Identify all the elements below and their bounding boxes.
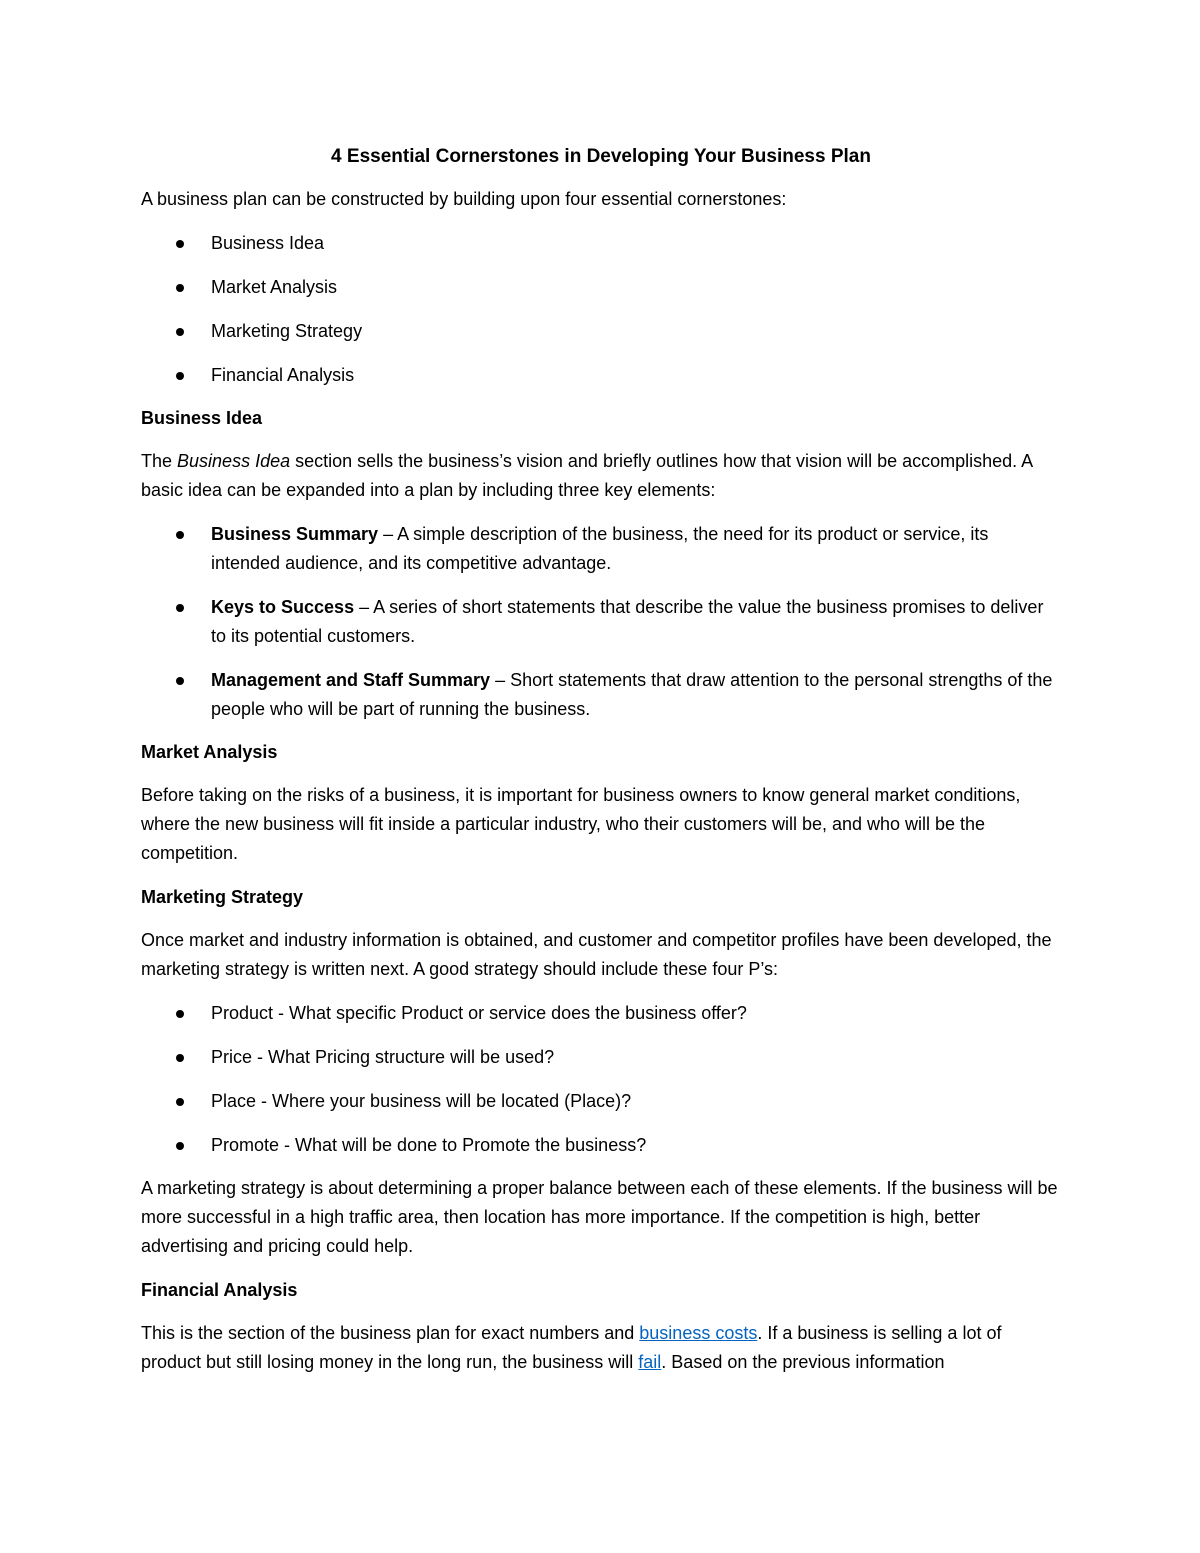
list-item: Product - What specific Product or service does the business offer? bbox=[141, 999, 1061, 1028]
bullet-icon bbox=[176, 531, 184, 539]
four-ps-list bbox=[141, 999, 1061, 1160]
list-item: Keys to Success – A series of short statements that describe the value the business promises to deliver to its potential customers. bbox=[141, 593, 1061, 651]
business-idea-paragraph: The Business Idea section sells the business’s vision and briefly outlines how that vision will be accomplished. A basic idea can be expanded into a plan by including three key elements: bbox=[141, 451, 1033, 500]
list-item: Financial Analysis bbox=[141, 361, 1061, 390]
marketing-strategy-heading: Marketing Strategy bbox=[141, 887, 304, 907]
list-item: Business Idea bbox=[141, 229, 1061, 258]
bullet-icon bbox=[176, 372, 184, 380]
document-page bbox=[141, 141, 1061, 1392]
bullet-icon bbox=[176, 677, 184, 685]
bullet-icon bbox=[176, 240, 184, 248]
financial-analysis-heading: Financial Analysis bbox=[141, 1280, 298, 1300]
business-idea-heading: Business Idea bbox=[141, 408, 263, 428]
market-analysis-heading: Market Analysis bbox=[141, 742, 278, 762]
bullet-icon bbox=[176, 1010, 184, 1018]
bullet-icon bbox=[176, 1098, 184, 1106]
cornerstones-list bbox=[141, 229, 1061, 390]
marketing-strategy-paragraph: Once market and industry information is obtained, and customer and competitor profiles have been developed, the marketing strategy is written next. A good strategy should include these four P’s: bbox=[141, 930, 1052, 979]
list-item: Marketing Strategy bbox=[141, 317, 1061, 346]
bullet-icon bbox=[176, 1054, 184, 1062]
bullet-icon bbox=[176, 604, 184, 612]
intro-paragraph: A business plan can be constructed by building upon four essential cornerstones: bbox=[141, 189, 787, 209]
business-costs-link[interactable]: business costs bbox=[639, 1323, 758, 1343]
business-idea-elements-list bbox=[141, 520, 1061, 724]
list-item: Market Analysis bbox=[141, 273, 1061, 302]
list-item: Management and Staff Summary – Short statements that draw attention to the personal strengths of the people who will be part of running the business. bbox=[141, 666, 1061, 724]
bullet-icon bbox=[176, 328, 184, 336]
bullet-icon bbox=[176, 284, 184, 292]
list-item: Business Summary – A simple description of the business, the need for its product or service, its intended audience, and its competitive advantage. bbox=[141, 520, 1061, 578]
marketing-strategy-closing-paragraph: A marketing strategy is about determining a proper balance between each of these elements. If the business will be more successful in a high traffic area, then location has more importance. If the competition is high, better advertising and pricing could help. bbox=[141, 1178, 1058, 1256]
market-analysis-paragraph: Before taking on the risks of a business, it is important for business owners to know general market conditions, where the new business will fit inside a particular industry, who their customers will be, and who will be the competition. bbox=[141, 785, 1021, 863]
list-item: Price - What Pricing structure will be used? bbox=[141, 1043, 1061, 1072]
financial-analysis-paragraph: This is the section of the business plan for exact numbers and business costs. If a business is selling a lot of product but still losing money in the long run, the business will fail. Based on the previous information bbox=[141, 1323, 1002, 1372]
list-item: Promote - What will be done to Promote the business? bbox=[141, 1131, 1061, 1160]
list-item: Place - Where your business will be located (Place)? bbox=[141, 1087, 1061, 1116]
fail-link[interactable]: fail bbox=[638, 1352, 662, 1372]
document-title: 4 Essential Cornerstones in Developing Your Business Plan bbox=[331, 146, 871, 167]
bullet-icon bbox=[176, 1142, 184, 1150]
